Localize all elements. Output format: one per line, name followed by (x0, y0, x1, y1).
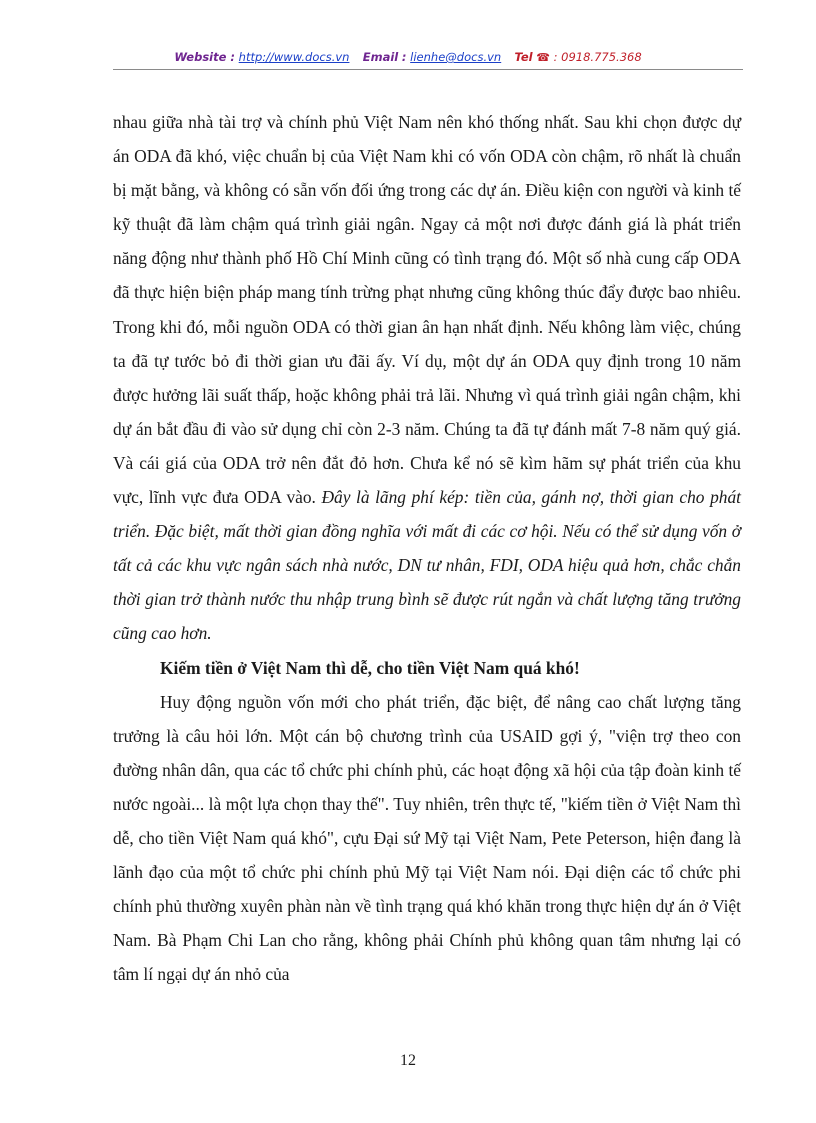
email-separator: : (401, 50, 407, 64)
tel-number: : 0918.775.368 (553, 50, 642, 64)
email-link[interactable]: lienhe@docs.vn (410, 50, 502, 64)
paragraph-2: Huy động nguồn vốn mới cho phát triển, đặc biệt, để nâng cao chất lượng tăng trưởng là câu hỏi lớn. Một cán bộ chương trình của USAID gợi ý, "viện trợ theo con đường nhân dân, qua các tổ chức phi chính phủ, các hoạt động xã hội của tập đoàn kinh tế nước ngoài... là một lựa chọn thay thế". Tuy nhiên, trên thực tế, "kiếm tiền ở Việt Nam thì dễ, cho tiền Việt Nam quá khó", cựu Đại sứ Mỹ tại Việt Nam, Pete Peterson, hiện đang là lãnh đạo của một tổ chức phi chính phủ Mỹ tại Việt Nam nói. Đại diện các tổ chức phi chính phủ thường xuyên phàn nàn về tình trạng quá khó khăn trong thực hiện dự án ở Việt Nam. Bà Phạm Chi Lan cho rằng, không phải Chính phủ không quan tâm nhưng lại có tâm lí ngại dự án nhỏ của (113, 691, 741, 985)
website-link[interactable]: http://www.docs.vn (238, 50, 350, 64)
paragraph-1-text: nhau giữa nhà tài trợ và chính phủ Việt Nam nên khó thống nhất. Sau khi chọn được dự án ODA đã khó, việc chuẩn bị của Việt Nam khi có vốn ODA còn chậm, rõ nhất là chuẩn bị mặt bằng, và không có sẵn vốn đối ứng trong các dự án. Điều kiện con người và kinh tế kỹ thuật đã làm chậm quá trình giải ngân. Ngay cả một nơi được đánh giá là phát triển năng động như thành phố Hồ Chí Minh cũng có tình trạng đó. Một số nhà cung cấp ODA đã thực hiện biện pháp mang tính trừng phạt nhưng cũng không thúc đẩy được bao nhiêu. Trong khi đó, mỗi nguồn ODA có thời gian ân hạn nhất định. Nếu không làm việc, chúng ta đã tự tước bỏ đi thời gian ưu đãi ấy. Ví dụ, một dự án ODA quy định trong 10 năm được hưởng lãi suất thấp, hoặc không phải trả lãi. Nhưng vì quá trình giải ngân chậm, khi dự án bắt đầu đi vào sử dụng chỉ còn 2-3 năm. Chúng ta đã tự đánh mất 7-8 năm quý giá. Và cái giá của ODA trở nên đắt đỏ hơn. Chưa kể nó sẽ kìm hãm sự phát triển của khu vực, lĩnh vực đưa ODA vào. (113, 112, 741, 508)
paragraph-1-italic: Đây là lãng phí kép: tiền của, gánh nợ, thời gian cho phát triển. Đặc biệt, mất thời gian đồng nghĩa với mất đi các cơ hội. Nếu có thể sử dụng vốn ở tất cả các khu vực ngân sách nhà nước, DN tư nhân, FDI, ODA hiệu quả hơn, chắc chắn thời gian trở thành nước thu nhập trung bình sẽ được rút ngắn và chất lượng tăng trưởng cũng cao hơn. (113, 487, 741, 644)
section-heading: Kiếm tiền ở Việt Nam thì dễ, cho tiền Việt Nam quá khó! (160, 657, 580, 678)
header-divider (113, 69, 743, 70)
email-label: Email (362, 50, 399, 64)
phone-icon: ☎ (536, 51, 550, 64)
paragraph-1 (113, 105, 741, 651)
website-label: Website : (174, 50, 236, 64)
page-header (0, 50, 816, 70)
page-number: 12 (400, 1052, 416, 1069)
document-body (113, 105, 741, 991)
tel-label: Tel (514, 50, 533, 64)
